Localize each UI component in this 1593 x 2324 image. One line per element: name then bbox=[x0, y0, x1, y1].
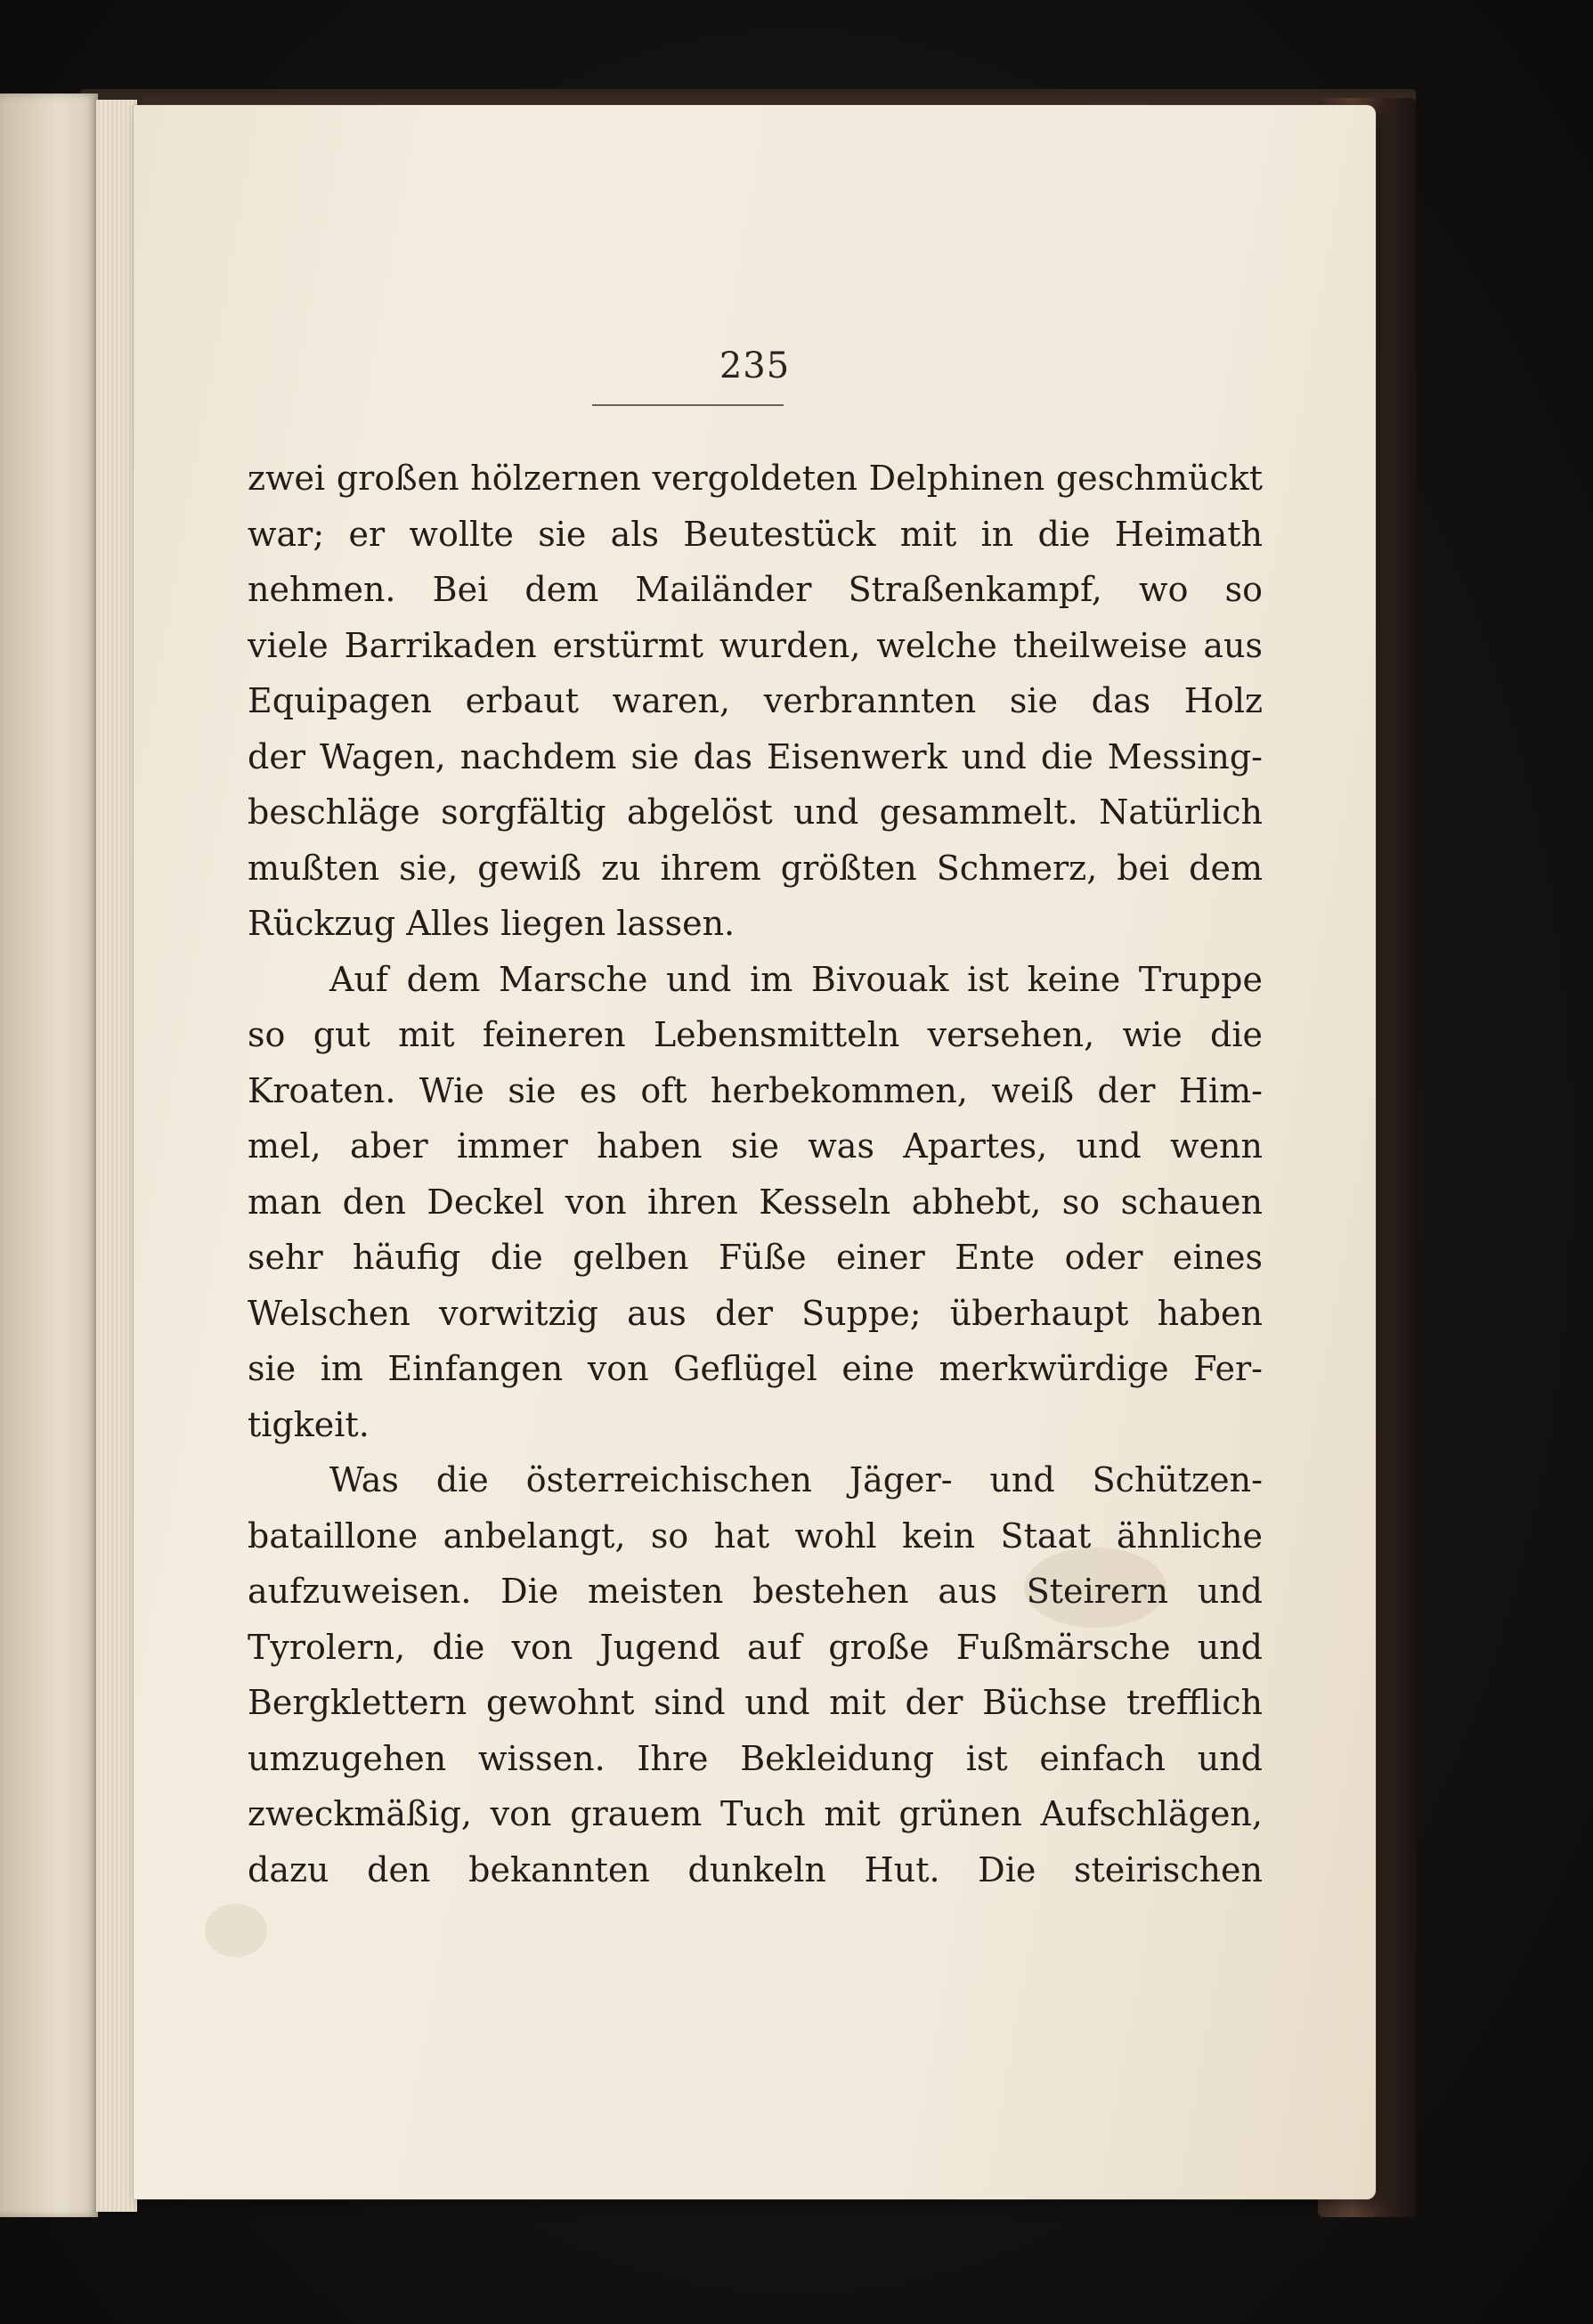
text-line: zwei großen hölzernen vergoldeten Delphinen geschmückt bbox=[248, 459, 1263, 498]
text-line: sehr häufig die gelben Füße einer Ente oder eines bbox=[248, 1238, 1263, 1277]
text-line: Rückzug Alles liegen lassen. bbox=[248, 904, 736, 943]
text-line: Bergklettern gewohnt sind und mit der Büchse trefflich bbox=[248, 1683, 1263, 1722]
page-stack-edge bbox=[96, 100, 137, 2212]
text-line: tigkeit. bbox=[248, 1404, 370, 1444]
text-line: mußten sie, gewiß zu ihrem größten Schmerz, bei dem bbox=[248, 848, 1263, 888]
text-line: Tyrolern, die von Jugend auf große Fußmärsche und bbox=[248, 1627, 1263, 1667]
text-line: aufzuweisen. Die meisten bestehen aus Steirern und bbox=[248, 1572, 1263, 1611]
paper-stain bbox=[205, 1904, 267, 1957]
page-number: 235 bbox=[719, 345, 791, 386]
text-line: bataillone anbelangt, so hat wohl kein Staat ähnliche bbox=[248, 1515, 1263, 1556]
header-rule bbox=[592, 404, 784, 406]
text-line: Welschen vorwitzig aus der Suppe; überhaupt haben bbox=[248, 1293, 1263, 1333]
text-line: man den Deckel von ihren Kesseln abhebt, so schauen bbox=[248, 1182, 1263, 1222]
text-line: viele Barrikaden erstürmt wurden, welche theilweise aus bbox=[248, 625, 1263, 665]
text-line: sie im Einfangen von Geflügel eine merkwürdige Fer- bbox=[248, 1349, 1263, 1388]
text-line: Was die österreichischen Jäger- und Schützen- bbox=[329, 1460, 1263, 1499]
text-line: nehmen. Bei dem Mailänder Straßenkampf, wo so bbox=[248, 570, 1263, 609]
text-line: Auf dem Marsche und im Bivouak ist keine Truppe bbox=[329, 959, 1263, 999]
text-line: der Wagen, nachdem sie das Eisenwerk und die Messing- bbox=[248, 736, 1263, 776]
text-line: umzugehen wissen. Ihre Bekleidung ist einfach und bbox=[248, 1738, 1263, 1778]
text-line: Kroaten. Wie sie es oft herbekommen, weiß der Him- bbox=[248, 1070, 1263, 1110]
text-line: zweckmäßig, von grauem Tuch mit grünen Aufschlägen, bbox=[248, 1794, 1263, 1833]
text-line: dazu den bekannten dunkeln Hut. Die steirischen bbox=[248, 1849, 1263, 1889]
text-line: mel, aber immer haben sie was Apartes, und wenn bbox=[248, 1126, 1263, 1166]
body-text bbox=[248, 451, 1263, 1897]
facing-page-edge bbox=[0, 93, 98, 2217]
text-line: so gut mit feineren Lebensmitteln versehen, wie die bbox=[248, 1015, 1263, 1054]
text-line: Equipagen erbaut waren, verbrannten sie das Holz bbox=[248, 681, 1263, 720]
book-page bbox=[134, 105, 1376, 2199]
text-line: beschläge sorgfältig abgelöst und gesammelt. Natürlich bbox=[248, 792, 1263, 832]
text-line: war; er wollte sie als Beutestück mit in die Heimath bbox=[248, 514, 1263, 554]
